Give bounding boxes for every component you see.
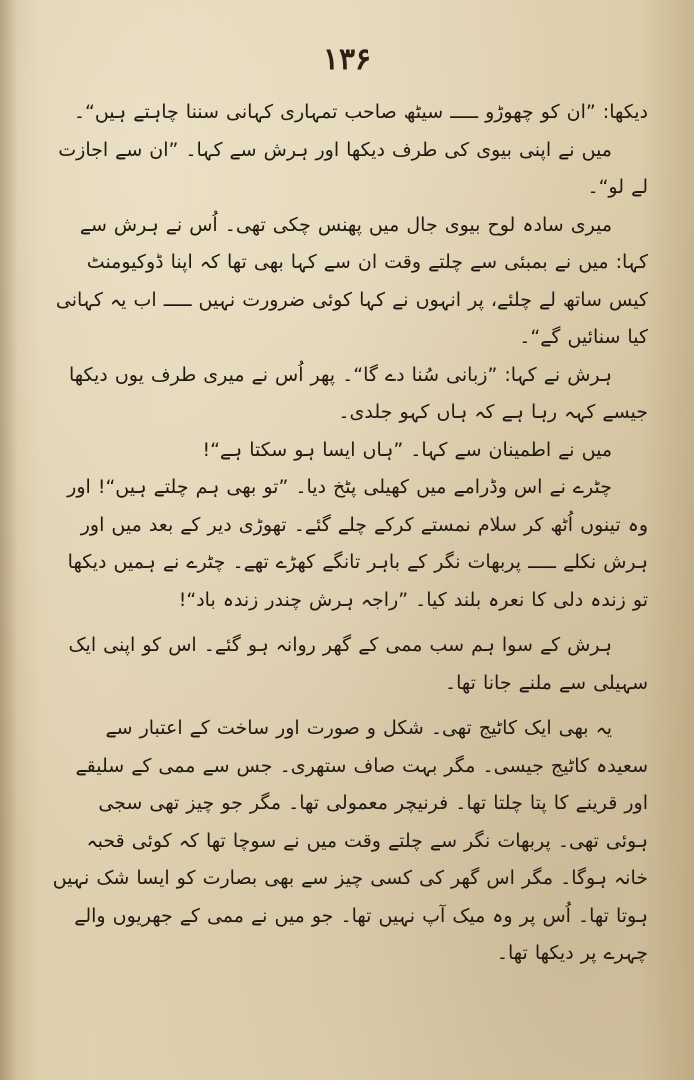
paragraph-4: ہرش نے کہا: ”زبانی سُنا دے گا“۔ پھر اُس نے میری طرف یوں دیکھا جیسے کہہ رہا ہے کہ ہاں کہو جلدی۔: [68, 363, 648, 423]
page-number: ۱۳۶: [322, 42, 372, 77]
body-text: [50, 94, 648, 1034]
paragraph-1: دیکھا: ”ان کو چھوڑو ـــــ سیٹھ صاحب تمہاری کہانی سننا چاہتے ہیں“۔: [73, 101, 648, 123]
paragraph-3: میری سادہ لوح بیوی جال میں پھنس چکی تھی۔ اُس نے ہرش سے کہا: میں نے بمبئی سے چلتے وقت ان سے کہا بھی تھا کہ اپنا ڈوکیومنٹ کیس ساتھ لے چلئے، پر انہوں نے کہا کوئی ضرورت نہیں ـــــ اب یہ کہانی کیا سنائیں گے“۔: [55, 213, 648, 348]
spine-shadow: [0, 0, 18, 1080]
paragraph-5: میں نے اطمینان سے کہا۔ ”ہاں ایسا ہو سکتا ہے“!: [202, 438, 612, 461]
paragraph-6: چٹرے نے اس وڈرامے میں کھیلی پٹخ دیا۔ ”تو بھی ہم چلتے ہیں“! اور وہ تینوں اُٹھ کر سلام نمستے کرکے چلے گئے۔ تھوڑی دیر کے بعد میں اور ہرش نکلے ـــــ پربھات نگر کے باہر تانگے کھڑے تھے۔ چٹرے نے ہمیں دیکھا تو زندہ دلی کا نعرہ بلند کیا۔ ”راجہ ہرش چندر زندہ باد“!: [67, 476, 648, 611]
paragraph-7: ہرش کے سوا ہم سب ممی کے گھر روانہ ہو گئے۔ اس کو اپنی ایک سہیلی سے ملنے جانا تھا۔: [68, 634, 648, 694]
paragraph-8: یہ بھی ایک کاٹیج تھی۔ شکل و صورت اور ساخت کے اعتبار سے سعیدہ کاٹیج جیسی۔ مگر بہت صاف ستھری۔ جس سے ممی کے سلیقے اور قرینے کا پتا چلتا تھا۔ فرنیچر معمولی تھا۔ مگر جو چیز تھی سجی ہوئی تھی۔ پربھات نگر سے چلتے وقت میں نے سوچا تھا کہ کوئی قحبہ خانہ ہوگا۔ مگر اس گھر کی کسی چیز سے بھی بصارت کو ایسا شک نہیں ہوتا تھا۔ اُس پر وہ میک آپ نہیں تھا۔ جو میں نے ممی کے جھریوں والے چہرے پر دیکھا تھا۔: [52, 717, 648, 964]
paragraph-2: میں نے اپنی بیوی کی طرف دیکھا اور ہرش سے کہا۔ ”ان سے اجازت لے لو“۔: [58, 138, 648, 198]
